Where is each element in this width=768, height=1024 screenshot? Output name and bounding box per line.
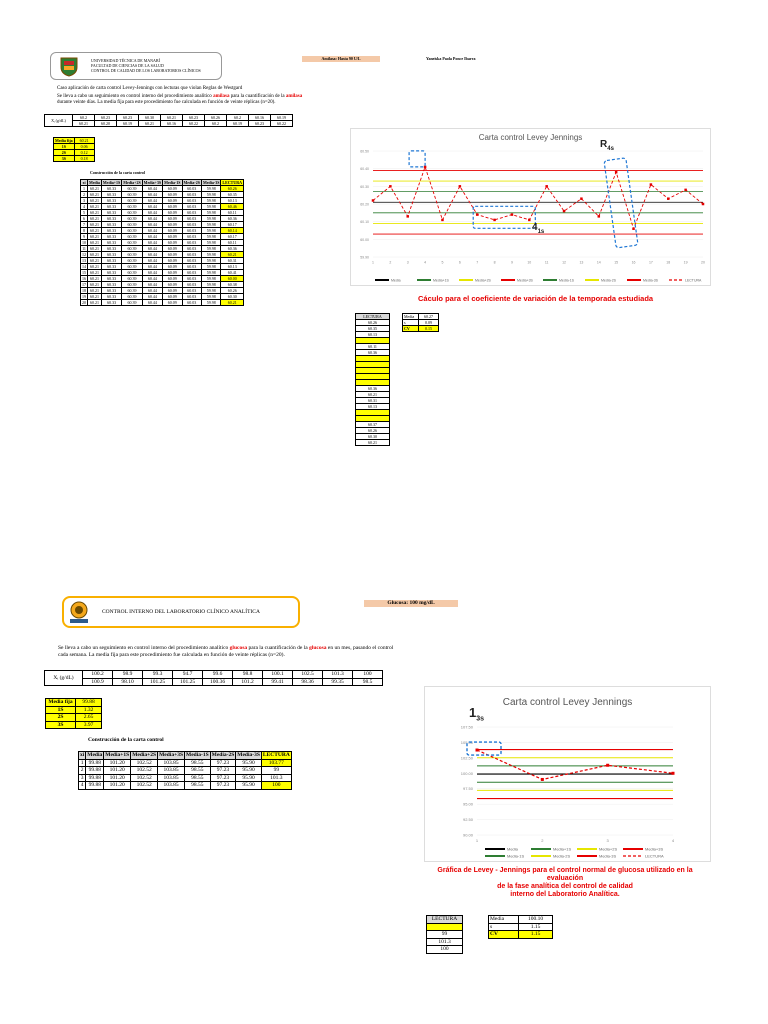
col-header: Media+1S (102, 180, 121, 185)
y-tick-label: 100.00 (460, 770, 473, 776)
col-header: Media-2S (183, 180, 200, 185)
legend-label: Media-2S (553, 853, 571, 859)
author-name: Yaneiska Paola Ponce Ibarra (426, 56, 476, 61)
lectura-cell: 100 (427, 946, 463, 954)
col-header: Media+3S (159, 752, 184, 758)
lectura-cell: 60.13 (356, 332, 390, 338)
x-tick-label: 14 (596, 260, 601, 265)
lectura-list-2 (426, 915, 463, 954)
table-row: 18 60.21 60.33 60.39 60.44 60.09 60.03 59.98 60.26 (81, 288, 244, 294)
legend-label: LECTURA (645, 853, 664, 859)
x-tick-label: 19 (683, 260, 688, 265)
col-header: Media (87, 752, 103, 758)
y-tick-label: 60.00 (360, 237, 369, 242)
legend-label: Media (391, 278, 401, 283)
summary-table-1: Media 60.27 s 0.09 CV 0.15 (402, 313, 439, 332)
x-tick-label: 11 (544, 260, 549, 265)
lectura-cell: 60.36 (356, 350, 390, 356)
x-tick-label: 15 (614, 260, 619, 265)
x-tick-label: 12 (562, 260, 567, 265)
data-point (459, 185, 462, 188)
intro-paragraph-2: Se lleva a cabo un seguimiento en control interno del procedimiento analítico glucosa para la cuantificación de la glucosa en un mes, pasando el control cada semana. La media fija para este procedimiento fue calculada en función de veinte réplicas (n=20). (58, 645, 394, 658)
data-point (606, 764, 609, 767)
series-lectura (477, 750, 673, 779)
legend-label: LECTURA (685, 278, 702, 283)
lectura-header: LECTURA (356, 314, 390, 320)
data-point (476, 749, 479, 752)
case-title: Caso aplicación de carta control Levey-Jennings con lecturas que violan Reglas de Westgard (57, 86, 243, 91)
annotation-41s: $4_{1s}$ (532, 222, 545, 235)
lectura-cell: 60.13 (356, 404, 390, 410)
y-tick-label: 107.50 (460, 724, 473, 730)
x-tick-label: 5 (441, 260, 444, 265)
lab-logo-icon (69, 601, 89, 624)
data-point (406, 215, 409, 218)
shield-logo-icon (59, 56, 79, 77)
x-tick-label: 2 (541, 838, 544, 843)
lectura-cell: 60.26 (356, 428, 390, 434)
violation-box-r4s (604, 158, 638, 248)
chart2-title: Carta control Levey Jennings (502, 697, 633, 708)
construction-title-1: Construcción de la carta control (90, 170, 146, 175)
table-row: 2 99.88 101.20 102.52 103.85 98.55 97.23 95.90 99 (79, 767, 292, 775)
x-tick-label: 6 (458, 260, 461, 265)
chart1-title: Carta control Levey Jennings (478, 133, 583, 142)
lectura-cell: 60.36 (356, 386, 390, 392)
data-point (541, 778, 544, 781)
lectura-cell: 60.21 (356, 392, 390, 398)
analyte-label: Amilasa: Hasta 90 U/L (302, 56, 380, 62)
x-tick-label: 2 (389, 260, 392, 265)
x-tick-label: 17 (648, 260, 653, 265)
x-label: Xᵢ (g/dL) (45, 115, 73, 127)
data-table-2: Xᵢ (g/dL) 100.2 98.9 99.3 94.7 99.6 98.8 100.1 102.5 101.3 100 100.9 98.10 101.25 101.25 100.36 101.2 99.41 98.36 99.35 98.5 (44, 670, 383, 686)
col-header: Media-2S (211, 752, 235, 758)
legend-label: Media-1S (507, 853, 525, 859)
university-name: UNIVERSIDAD TÉCNICA DE MANABÍ (91, 58, 160, 63)
x-tick-label: 3 (406, 260, 409, 265)
table-row: 4 60.21 60.33 60.39 60.44 60.09 60.03 59.98 60.46 (81, 204, 244, 210)
lectura-cell: 60.21 (356, 440, 390, 446)
x-tick-label: 16 (631, 260, 636, 265)
stats-table-1: Media fija 60.21 1S 0.06 2S 0.12 3S 0.18 (53, 137, 95, 162)
data-point (511, 213, 514, 216)
x-tick-label: 9 (510, 260, 513, 265)
intro-paragraph: Se lleva a cabo un seguimiento en control interno del procedimiento analítico amilasa para la cuantificación de la amilasa durante veinte días. La media fija para este procedimiento fue calculada en función de veinte réplicas (n=20). (57, 94, 303, 105)
data-point (580, 197, 583, 200)
legend-label: Media+1S (433, 278, 449, 283)
data-point (684, 189, 687, 192)
table-row: 9 60.21 60.33 60.39 60.44 60.09 60.03 59.98 60.17 (81, 234, 244, 240)
table-row: 4 99.88 101.20 102.52 103.85 98.55 97.23 95.90 100 (79, 782, 292, 790)
lab-logo (69, 601, 89, 624)
cv-caption: Cáculo para el coeficiente de variación de la temporada estudiada (418, 294, 654, 303)
lectura-cell: 60.35 (356, 326, 390, 332)
y-tick-label: 97.50 (462, 786, 473, 792)
table-row: 5 60.21 60.33 60.39 60.44 60.09 60.03 59.98 60.11 (81, 210, 244, 216)
col-header: Media+2S (132, 752, 157, 758)
y-tick-label: 60.30 (360, 184, 369, 189)
data-point (476, 213, 479, 216)
col-header: xi (82, 180, 86, 185)
data-point (545, 185, 548, 188)
x-tick-label: 13 (579, 260, 584, 265)
lectura-cell: 60.26 (356, 320, 390, 326)
y-tick-label: 60.40 (360, 167, 369, 172)
construction-title-2: Construcción de la carta control (88, 737, 164, 743)
faculty-name: FACULTAD DE CIENCIAS DE LA SALUD (91, 63, 164, 68)
y-tick-label: 60.50 (360, 149, 369, 154)
legend-label: Media+3S (517, 278, 533, 283)
y-tick-label: 92.50 (462, 817, 473, 823)
annotation-13s: $1_{3s}$ (469, 705, 485, 723)
col-header: Media+3S (143, 180, 162, 185)
data-point (615, 171, 618, 174)
control-table-2 (78, 751, 292, 790)
table-row: 20 60.21 60.33 60.39 60.44 60.09 60.03 59.98 60.21 (81, 300, 244, 306)
col-header: Media-1S (164, 180, 181, 185)
legend-label: Media-3S (643, 278, 658, 283)
data-point (441, 219, 444, 222)
y-tick-label: 105.00 (460, 739, 473, 745)
data-point (667, 197, 670, 200)
data-point (650, 183, 653, 186)
data-point (528, 219, 531, 222)
data-point (372, 199, 375, 202)
data-table-1: Xᵢ (g/dL) 60.2 60.23 60.23 60.30 60.21 60.23 60.26 60.2 60.16 60.19 60.21 60.20 60.19 60.21 60.16 60.22 60.2 60.19 60.23 60.22 (44, 114, 293, 127)
legend-label: Media-1S (559, 278, 574, 283)
university-logo (59, 56, 79, 77)
col-header: Media (89, 180, 100, 185)
col-header: LECTURA (222, 180, 242, 185)
lab-header-title: CONTROL INTERNO DEL LABORATORIO CLÍNICO ANALÍTICA (102, 609, 260, 615)
table-row: 13 60.21 60.33 60.39 60.44 60.09 60.03 59.98 60.31 (81, 258, 244, 264)
col-header: xi (80, 752, 85, 758)
legend-label: Media+1S (553, 846, 572, 852)
university-header (50, 52, 222, 80)
table-row: 11 60.21 60.33 60.39 60.44 60.09 60.03 59.98 60.36 (81, 246, 244, 252)
table-row: 8 60.21 60.33 60.39 60.44 60.09 60.03 59.98 60.14 (81, 228, 244, 234)
table-row: 3 99.88 101.20 102.52 103.85 98.55 97.23 95.90 101.3 (79, 774, 292, 782)
x-tick-label: 18 (666, 260, 671, 265)
table-row: 15 60.21 60.33 60.39 60.44 60.09 60.03 59.98 60.41 (81, 270, 244, 276)
table-row: 6 60.21 60.33 60.39 60.44 60.09 60.03 59.98 60.36 (81, 216, 244, 222)
lectura-header: LECTURA (427, 916, 463, 924)
course-name: CONTROL DE CALIDAD DE LOS LABORATORIOS CLÍNICOS (91, 68, 201, 73)
x-tick-label: 20 (701, 260, 705, 265)
table-row: 10 60.21 60.33 60.39 60.44 60.09 60.03 59.98 60.11 (81, 240, 244, 246)
y-tick-label: 90.00 (462, 832, 473, 838)
data-point (598, 215, 601, 218)
annotation-r4s: $R_{4s}$ (600, 139, 614, 152)
y-tick-label: 95.00 (462, 801, 473, 807)
table-row: 19 60.21 60.33 60.39 60.44 60.09 60.03 59.98 60.30 (81, 294, 244, 300)
table-row: 16 60.21 60.33 60.39 60.44 60.09 60.03 59.98 60.00 (81, 276, 244, 282)
x-tick-label: 8 (493, 260, 496, 265)
lectura-cell: 101.3 (427, 938, 463, 946)
x-tick-label: 4 (671, 838, 675, 843)
legend-label: Media+2S (599, 846, 618, 852)
data-point (389, 185, 392, 188)
lectura-cell (427, 923, 463, 931)
legend-label: Media-3S (599, 853, 617, 859)
violation-box-1 (409, 151, 425, 167)
glucose-label: Glucosa: 100 mg/dL (364, 600, 458, 607)
table-row: 1 60.21 60.33 60.39 60.44 60.09 60.03 59.98 60.26 (81, 186, 244, 192)
x-tick-label: 1 (475, 838, 479, 843)
violation-box-41s (473, 206, 535, 228)
lectura-cell: 60.31 (356, 398, 390, 404)
col-header: Media-3S (237, 752, 260, 758)
summary-table-2: Media 100.10 s 1.15 CV 1.15 (488, 915, 553, 939)
col-header: Media-1S (186, 752, 209, 758)
y-tick-label: 102.50 (460, 755, 473, 761)
table-row: 12 60.21 60.33 60.39 60.44 60.09 60.03 59.98 60.21 (81, 252, 244, 258)
data-point (493, 219, 496, 222)
chart-levey-jennings-2 (424, 686, 711, 862)
chart1-svg (351, 129, 712, 287)
chart-levey-jennings-1 (350, 128, 711, 286)
data-point (563, 210, 566, 213)
x-tick-label: 1 (372, 260, 374, 265)
lectura-cell: 99 (427, 931, 463, 939)
table-row: 7 60.21 60.33 60.39 60.44 60.09 60.03 59.98 60.17 (81, 222, 244, 228)
y-tick-label: 60.20 (360, 202, 369, 207)
table-row: 1 99.88 101.20 102.52 103.85 98.55 97.23 95.90 103.77 (79, 759, 292, 767)
x-label-2: Xᵢ (g/dL) (45, 671, 83, 686)
data-point (632, 227, 635, 230)
y-tick-label: 60.10 (360, 220, 369, 225)
legend-label: Media+2S (475, 278, 491, 283)
col-header: Media+2S (123, 180, 141, 185)
chart2-caption: Gráfica de Levey - Jennings para el control normal de glucosa utilizado en la evaluación de la fase analítica del control de calidad interno del Laboratorio Analítica. (437, 867, 693, 898)
x-tick-label: 3 (606, 838, 609, 843)
x-tick-label: 7 (476, 260, 479, 265)
lectura-cell: 60.30 (356, 434, 390, 440)
series-lectura (373, 167, 703, 229)
legend-label: Media (507, 846, 518, 852)
data-point (702, 203, 705, 206)
control-table-1 (80, 179, 244, 306)
col-header: Media+1S (105, 752, 130, 758)
x-tick-label: 10 (527, 260, 532, 265)
col-header: Media-3S (202, 180, 220, 185)
x-tick-label: 4 (424, 260, 427, 265)
stats-table-2: Media fija 99.88 1S 1.32 2S 2.65 3S 3.97 (45, 698, 102, 729)
table-row: 2 60.21 60.33 60.39 60.44 60.09 60.03 59.98 60.35 (81, 192, 244, 198)
lectura-cell: 60.37 (356, 422, 390, 428)
table-row: 3 60.21 60.33 60.39 60.44 60.09 60.03 59.98 60.13 (81, 198, 244, 204)
table-row: 14 60.21 60.33 60.39 60.44 60.09 60.03 59.98 60.13 (81, 264, 244, 270)
table-row: 17 60.21 60.33 60.39 60.44 60.09 60.03 59.98 60.38 (81, 282, 244, 288)
legend-label: Media-2S (601, 278, 616, 283)
lab-header (62, 596, 300, 628)
legend-label: Media+3S (645, 846, 664, 852)
y-tick-label: 59.90 (360, 255, 369, 260)
lectura-list-1 (355, 313, 390, 446)
col-header: LECTURA (262, 752, 290, 758)
data-point (672, 772, 675, 775)
lectura-cell: 60.11 (356, 344, 390, 350)
